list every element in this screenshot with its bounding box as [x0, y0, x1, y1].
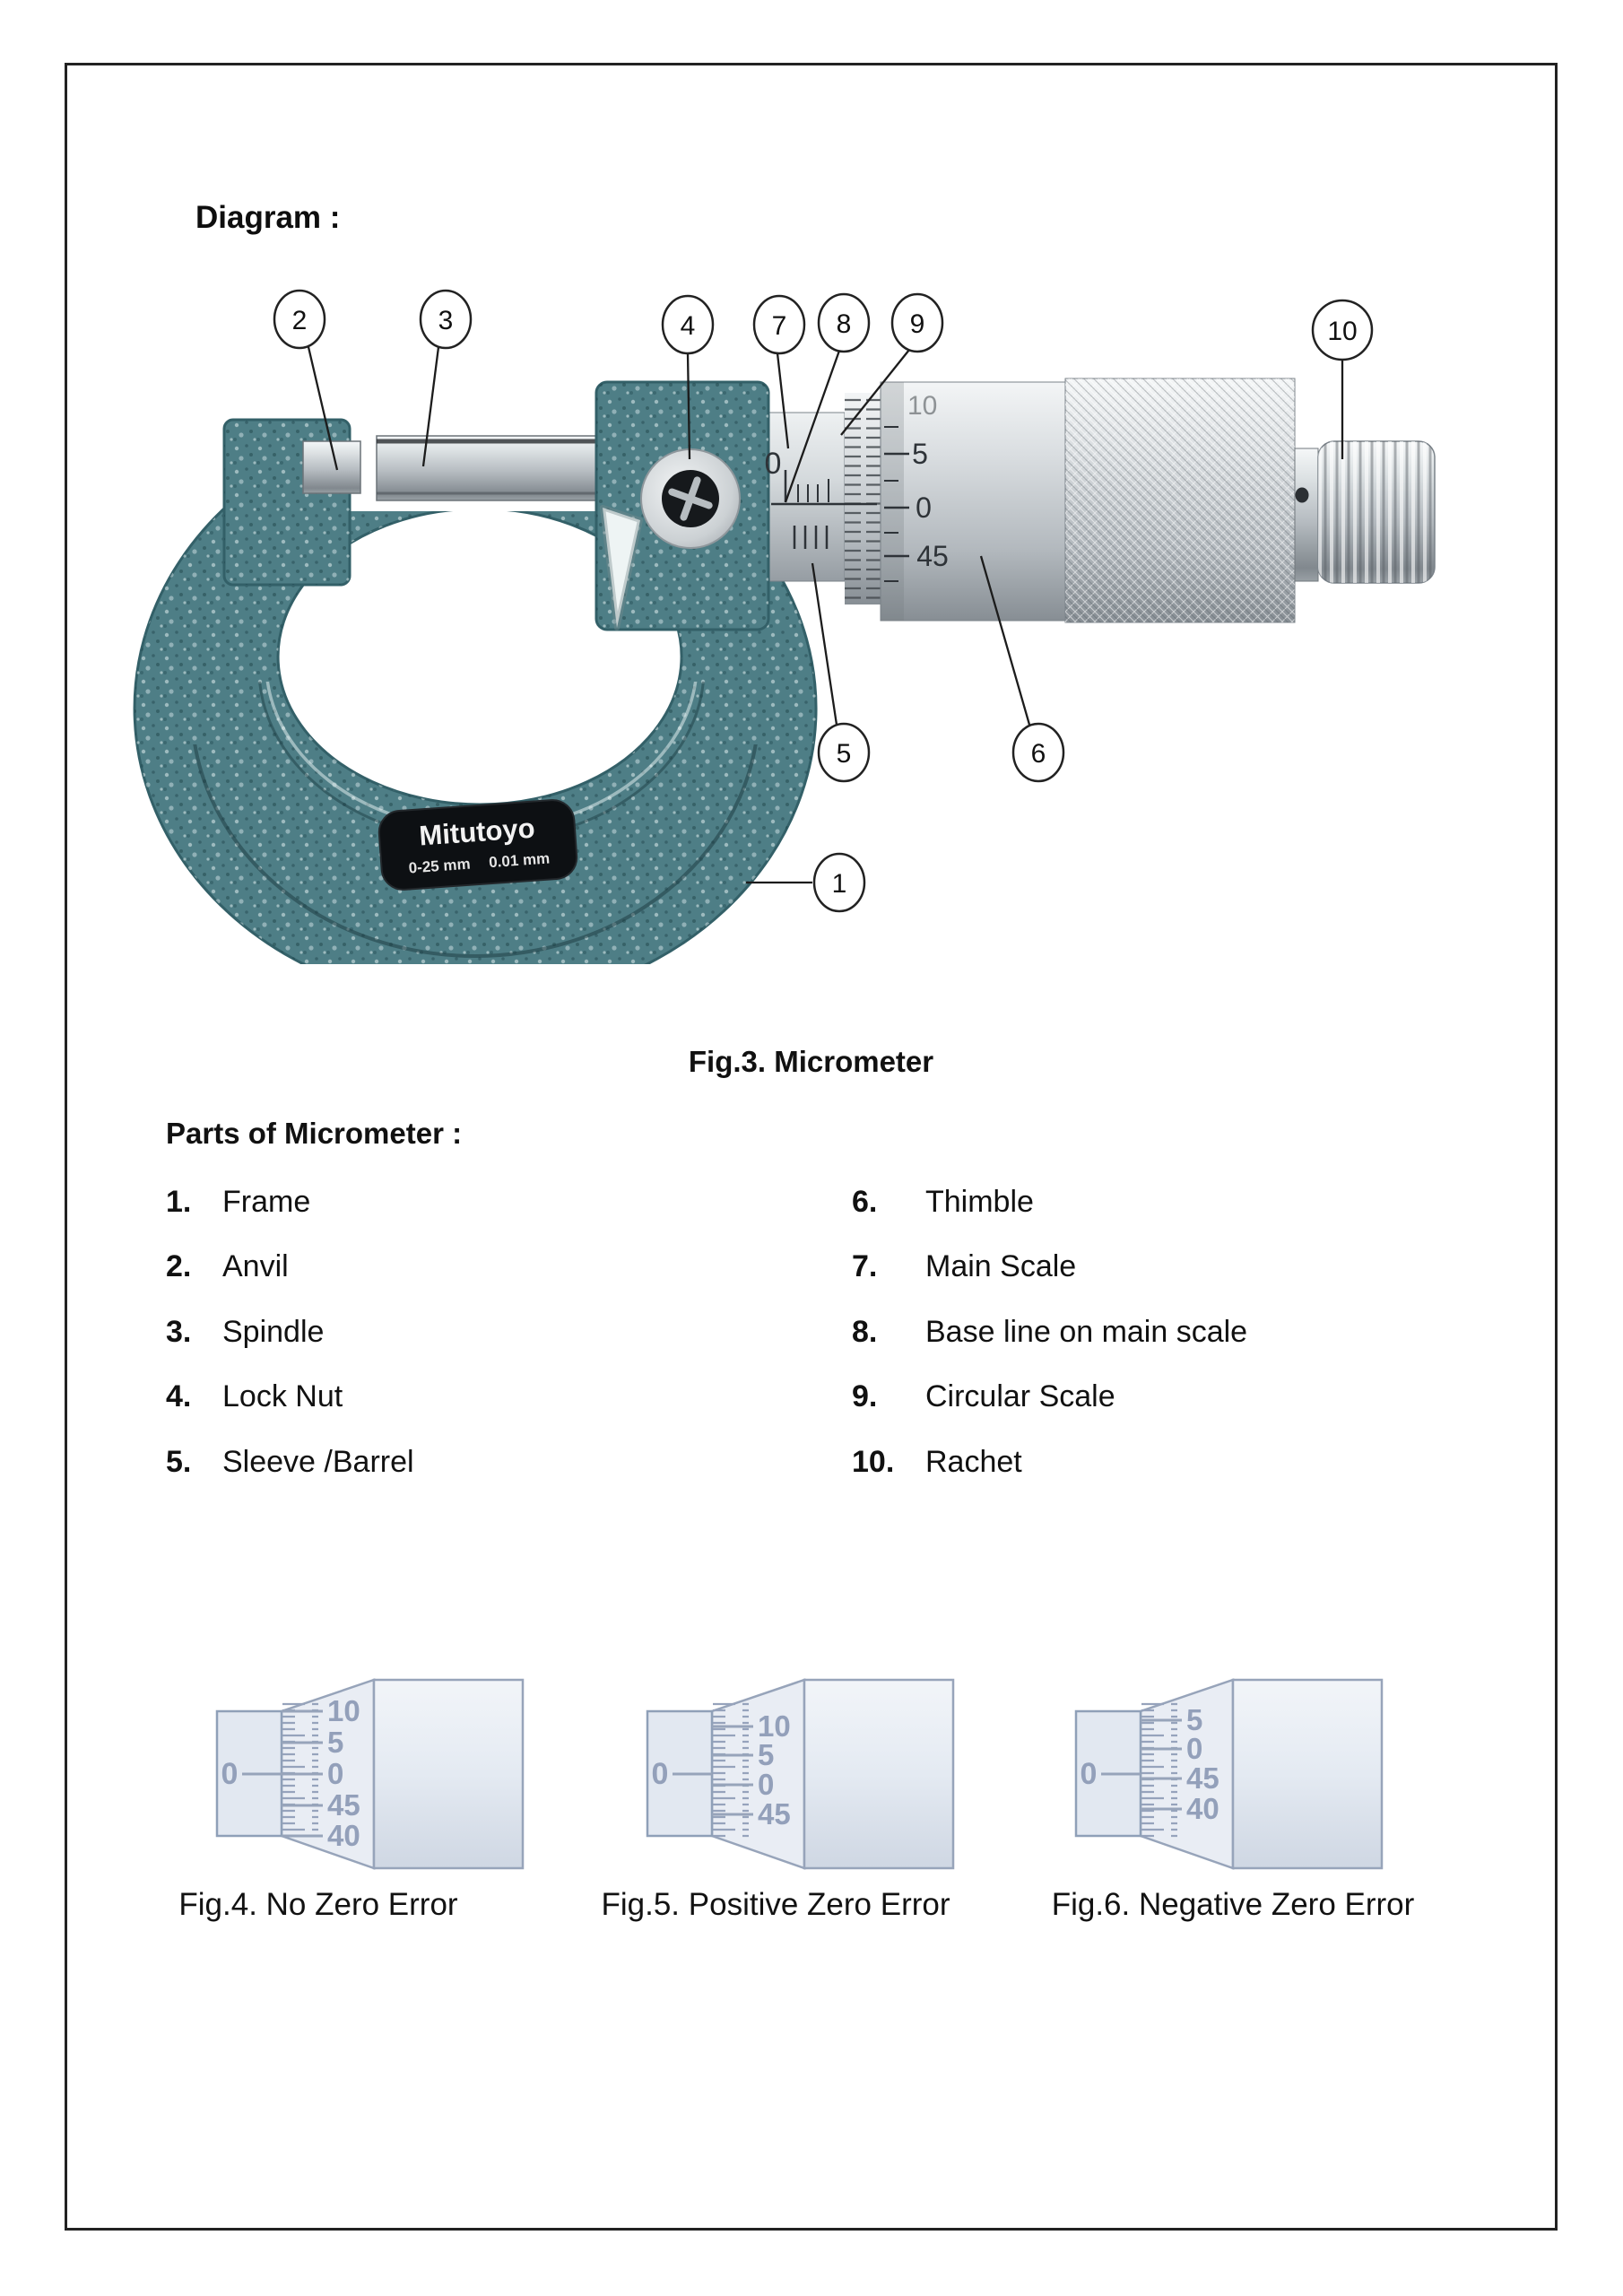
zero-error-figure-4 [188, 1670, 547, 1876]
part-label: Lock Nut [222, 1379, 343, 1413]
thimble-edge-shade [881, 382, 904, 621]
svg-text:45: 45 [327, 1788, 360, 1822]
ratchet-ridges [1318, 441, 1435, 583]
callout-4 [663, 296, 713, 353]
svg-text:40: 40 [1186, 1792, 1219, 1825]
part-label: Anvil [222, 1249, 289, 1283]
svg-text:0: 0 [758, 1768, 775, 1801]
circular-scale-top-partial: 10 [907, 391, 938, 421]
svg-text:0: 0 [327, 1757, 344, 1790]
sleeve-zero: 0 [1080, 1757, 1098, 1791]
svg-text:3: 3 [438, 306, 454, 335]
part-label: Sleeve /Barrel [222, 1445, 414, 1479]
ratchet-ring [1295, 448, 1318, 581]
svg-text:8: 8 [836, 309, 852, 339]
parts-heading: Parts of Micrometer : [166, 1117, 463, 1150]
figure3-caption: Fig.3. Micrometer [688, 1045, 934, 1078]
micrometer-figure [126, 283, 1471, 964]
figure5-caption: Fig.5. Positive Zero Error [601, 1887, 950, 1922]
svg-text:2: 2 [291, 306, 308, 335]
svg-text:1: 1 [831, 869, 847, 899]
svg-text:5: 5 [1186, 1703, 1203, 1736]
svg-text:0: 0 [1186, 1732, 1203, 1765]
ratchet-pin [1296, 488, 1309, 503]
svg-text:5: 5 [836, 739, 852, 769]
part-label: Thimble [925, 1185, 1034, 1219]
part-label: Spindle [222, 1315, 325, 1349]
sleeve-zero: 0 [221, 1757, 239, 1791]
svg-text:5: 5 [327, 1726, 344, 1759]
thimble-body [804, 1680, 953, 1868]
callout-1 [814, 854, 864, 911]
callout-7 [754, 296, 804, 353]
part-number: 10. [852, 1445, 895, 1479]
circular-scale-0: 0 [916, 491, 932, 524]
svg-text:9: 9 [909, 309, 925, 339]
thimble-body [1233, 1680, 1382, 1868]
brand-name: Mitutoyo [418, 812, 536, 852]
fine-ticks [1141, 1702, 1177, 1839]
callout-6 [1013, 724, 1063, 781]
svg-text:10: 10 [758, 1709, 791, 1743]
callout-5 [819, 724, 869, 781]
svg-text:10: 10 [1327, 317, 1358, 346]
sleeve-barrel [762, 413, 845, 581]
svg-text:5: 5 [758, 1738, 775, 1771]
knurl-texture [1065, 378, 1295, 622]
plate-range: 0-25 mm [408, 855, 472, 877]
figure6-caption: Fig.6. Negative Zero Error [1051, 1887, 1415, 1922]
svg-text:6: 6 [1030, 739, 1046, 769]
svg-text:10: 10 [327, 1694, 360, 1727]
circular-scale-5: 5 [912, 438, 928, 470]
callout-3 [421, 291, 471, 348]
main-scale-zero: 0 [764, 447, 782, 481]
svg-text:4: 4 [680, 311, 696, 341]
fine-ticks [713, 1702, 749, 1839]
fig5-schematic [619, 1670, 977, 1876]
svg-text:45: 45 [1186, 1761, 1219, 1795]
callout-9 [892, 294, 942, 352]
part-number: 5. [166, 1445, 192, 1479]
part-number: 4. [166, 1379, 192, 1413]
brand-plate [378, 799, 578, 891]
fig6-schematic [1047, 1670, 1406, 1876]
plate-least-count: 0.01 mm [488, 849, 551, 872]
part-number: 8. [852, 1315, 878, 1349]
thimble-body [374, 1680, 523, 1868]
sleeve-zero: 0 [651, 1757, 669, 1791]
zero-error-figure-6 [1047, 1670, 1406, 1876]
part-label: Frame [222, 1185, 311, 1219]
figure4-caption: Fig.4. No Zero Error [178, 1887, 458, 1922]
part-number: 1. [166, 1185, 192, 1219]
svg-text:45: 45 [758, 1797, 791, 1831]
micrometer-photo-recreation [126, 283, 1471, 964]
part-number: 3. [166, 1315, 192, 1349]
callout-10 [1313, 300, 1372, 360]
page-title: Diagram : [195, 200, 341, 235]
part-label: Circular Scale [925, 1379, 1115, 1413]
part-number: 2. [166, 1249, 192, 1283]
zero-error-figure-5 [619, 1670, 977, 1876]
part-label: Rachet [925, 1445, 1022, 1479]
spindle [377, 436, 629, 500]
part-label: Main Scale [925, 1249, 1077, 1283]
part-number: 9. [852, 1379, 878, 1413]
fig4-schematic [188, 1670, 547, 1876]
part-number: 6. [852, 1185, 878, 1219]
callout-2 [274, 291, 325, 348]
part-number: 7. [852, 1249, 878, 1283]
svg-text:7: 7 [771, 311, 787, 341]
fine-ticks [282, 1702, 318, 1839]
svg-text:40: 40 [327, 1819, 360, 1852]
callout-8 [819, 294, 869, 352]
circular-scale-45: 45 [916, 540, 949, 572]
part-label: Base line on main scale [925, 1315, 1248, 1349]
